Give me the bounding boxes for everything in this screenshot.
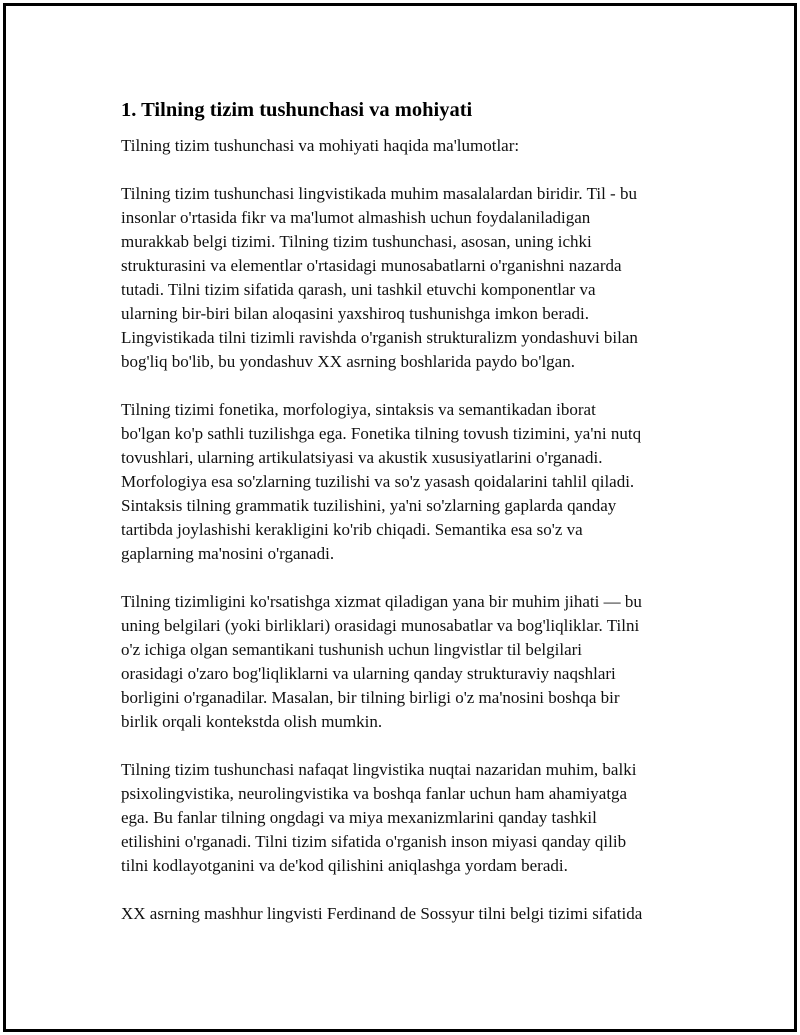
section-heading: 1. Tilning tizim tushunchasi va mohiyati (121, 99, 473, 121)
document-body (121, 96, 696, 926)
paragraph-2: Tilning tizimi fonetika, morfologiya, sintaksis va semantikadan iborat bo'lgan ko'p sathli tuzilishga ega. Fonetika tilning tovush tizimini, ya'ni nutq tovushlari, ularning artikulatsiyasi va akustik xususiyatlarini o'rganadi. Morfologiya esa so'zlarning tuzilishi va so'z yasash qoidalarini tahlil qiladi. Sintaksis tilning grammatik tuzilishini, ya'ni so'zlarning gaplarda qanday tartibda joylashishi kerakligini ko'rib chiqadi. Semantika esa so'z va gaplarning ma'nosini o'rganadi. (121, 400, 642, 563)
intro-line: Tilning tizim tushunchasi va mohiyati haqida ma'lumotlar: (121, 136, 520, 155)
paragraph-3: Tilning tizimligini ko'rsatishga xizmat qiladigan yana bir muhim jihati — bu uning belgilari (yoki birliklari) orasidagi munosabatlar va bog'liqliklar. Tilni o'z ichiga olgan semantikani tushunish uchun lingvistlar til belgilari orasidagi o'zaro bog'liqliklarni va ularning qanday strukturaviy naqshlari borligini o'rganadilar. Masalan, bir tilning birligi o'z ma'nosini boshqa bir birlik orqali kontekstda olish mumkin. (121, 592, 642, 731)
paragraph-1: Tilning tizim tushunchasi lingvistikada muhim masalalardan biridir. Til - bu insonlar o'rtasida fikr va ma'lumot almashish uchun foydalaniladigan murakkab belgi tizimi. Tilning tizim tushunchasi, asosan, uning ichki strukturasini va elementlar o'rtasidagi munosabatlarni o'rganishni nazarda tutadi. Tilni tizim sifatida qarash, uni tashkil etuvchi komponentlar va ularning bir-biri bilan aloqasini yaxshiroq tushunishga imkon beradi. Lingvistikada tilni tizimli ravishda o'rganish strukturalizm yondashuvi bilan bog'liq bo'lib, bu yondashuv XX asrning boshlarida paydo bo'lgan. (121, 184, 638, 371)
page-frame (3, 3, 797, 1032)
paragraph-5: XX asrning mashhur lingvisti Ferdinand de Sossyur tilni belgi tizimi sifatida (121, 904, 643, 923)
paragraph-4: Tilning tizim tushunchasi nafaqat lingvistika nuqtai nazaridan muhim, balki psixolingvistika, neurolingvistika va boshqa fanlar uchun ham ahamiyatga ega. Bu fanlar tilning ongdagi va miya mexanizmlarini qanday tashkil etilishini o'rganadi. Tilni tizim sifatida o'rganish inson miyasi qanday qilib tilni kodlayotganini va de'kod qilishini aniqlashga yordam beradi. (121, 760, 637, 875)
